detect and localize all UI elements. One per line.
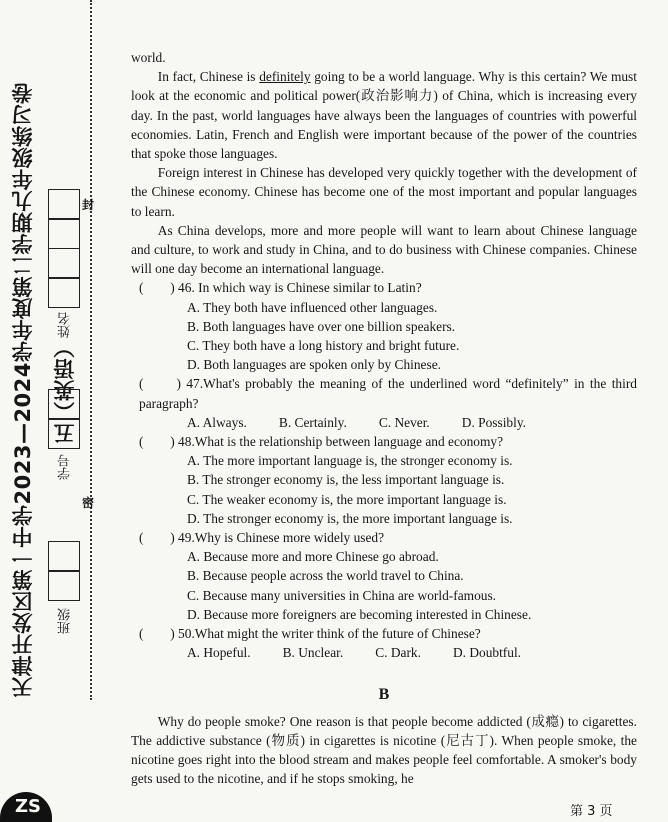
option: D. Doubtful. xyxy=(452,645,522,661)
option: B. Because people across the world travel to China. xyxy=(187,568,464,584)
option-row xyxy=(131,643,637,662)
option: C. Never. xyxy=(378,414,430,430)
passage-paragraph-2: Foreign interest in Chinese has developed very quickly together with the development of the Chinese economy. Chinese has become one of the most important and popular languages to learn. xyxy=(131,165,637,219)
option: B. Unclear. xyxy=(282,645,344,661)
name-label: 姓名 xyxy=(58,312,73,338)
question-stem: ( ) 46. In which way is Chinese similar to Latin? xyxy=(139,280,422,296)
class-label: 班级 xyxy=(58,608,73,634)
option: C. The weaker economy is, the more important language is. xyxy=(187,491,507,507)
publisher-logo: ZS xyxy=(0,792,52,822)
question-49 xyxy=(131,528,637,624)
binding-dotted-line xyxy=(90,0,92,700)
question-50 xyxy=(131,624,637,662)
option: D. The stronger economy is, the more important language is. xyxy=(187,510,513,526)
option: D. Both languages are spoken only by Chinese. xyxy=(187,357,442,373)
student-no-boxes[interactable] xyxy=(48,390,80,449)
option: A. Hopeful. xyxy=(187,645,251,661)
option: A. They both have influenced other languages. xyxy=(187,299,438,315)
class-boxes[interactable] xyxy=(48,542,80,601)
option: D. Because more foreigners are becoming interested in Chinese. xyxy=(187,606,532,622)
section-b-heading: B xyxy=(378,685,390,703)
option: D. Possibly. xyxy=(461,414,527,430)
name-boxes[interactable] xyxy=(48,190,80,308)
seal-mi: 密 xyxy=(82,496,95,510)
passage-opening: world. xyxy=(131,50,166,65)
question-46 xyxy=(131,278,637,374)
student-no-label: 学号 xyxy=(58,454,73,480)
exam-title: 天津开发区第一中学2023—2024学年度第二学期九年级练习卷五（英语） xyxy=(11,82,77,698)
option: A. Always. xyxy=(187,414,247,430)
option: A. The more important language is, the stronger economy is. xyxy=(187,453,513,469)
passage-paragraph-3: As China develops, more and more people will want to learn about Chinese language and culture, to work and study in China, and to do business with Chinese companies. Chinese will one day become an international language. xyxy=(131,222,637,277)
option: A. Because more and more Chinese go abroad. xyxy=(187,549,439,565)
option: C. Because many universities in China are world-famous. xyxy=(187,587,497,603)
option: B. The stronger economy is, the less important language is. xyxy=(187,472,505,488)
passage-paragraph-1: In fact, Chinese is definitely going to be a world language. Why is this certain? We must look at the economic and political power(政治影响力) of China, which is increasing every day. In the past, world languages have always been the languages of countries with powerful economies. Latin, French and English were important because of the power of the countries that spoke those languages. xyxy=(131,69,637,162)
option: C. They both have a long history and bright future. xyxy=(187,338,460,354)
underlined-word: definitely xyxy=(259,69,311,85)
seal-feng: 封 xyxy=(82,198,95,212)
question-48 xyxy=(131,432,637,528)
question-stem: ( ) 47.What's probably the meaning of the underlined word “definitely” in the third paragraph? xyxy=(139,376,637,411)
page-number: 第 3 页 xyxy=(570,804,613,819)
question-stem: ( ) 48.What is the relationship between language and economy? xyxy=(139,434,504,450)
option: B. Certainly. xyxy=(278,414,347,430)
option-row xyxy=(131,413,637,432)
exam-content xyxy=(131,48,637,789)
question-47 xyxy=(131,374,637,432)
question-stem: ( ) 50.What might the writer think of the future of Chinese? xyxy=(139,626,481,642)
option: B. Both languages have over one billion speakers. xyxy=(187,318,456,334)
section-b-text: Why do people smoke? One reason is that people become addicted (成瘾) to cigarettes. The addictive substance (物质) in cigarettes is nicotine (尼古丁). When people smoke, the nicotine goes right into the blood stream and makes people feel comfortable. A smoker's body gets used to the nicotine, and if he stops smoking, he xyxy=(131,713,637,787)
option: C. Dark. xyxy=(375,645,421,661)
question-stem: ( ) 49.Why is Chinese more widely used? xyxy=(139,530,385,546)
